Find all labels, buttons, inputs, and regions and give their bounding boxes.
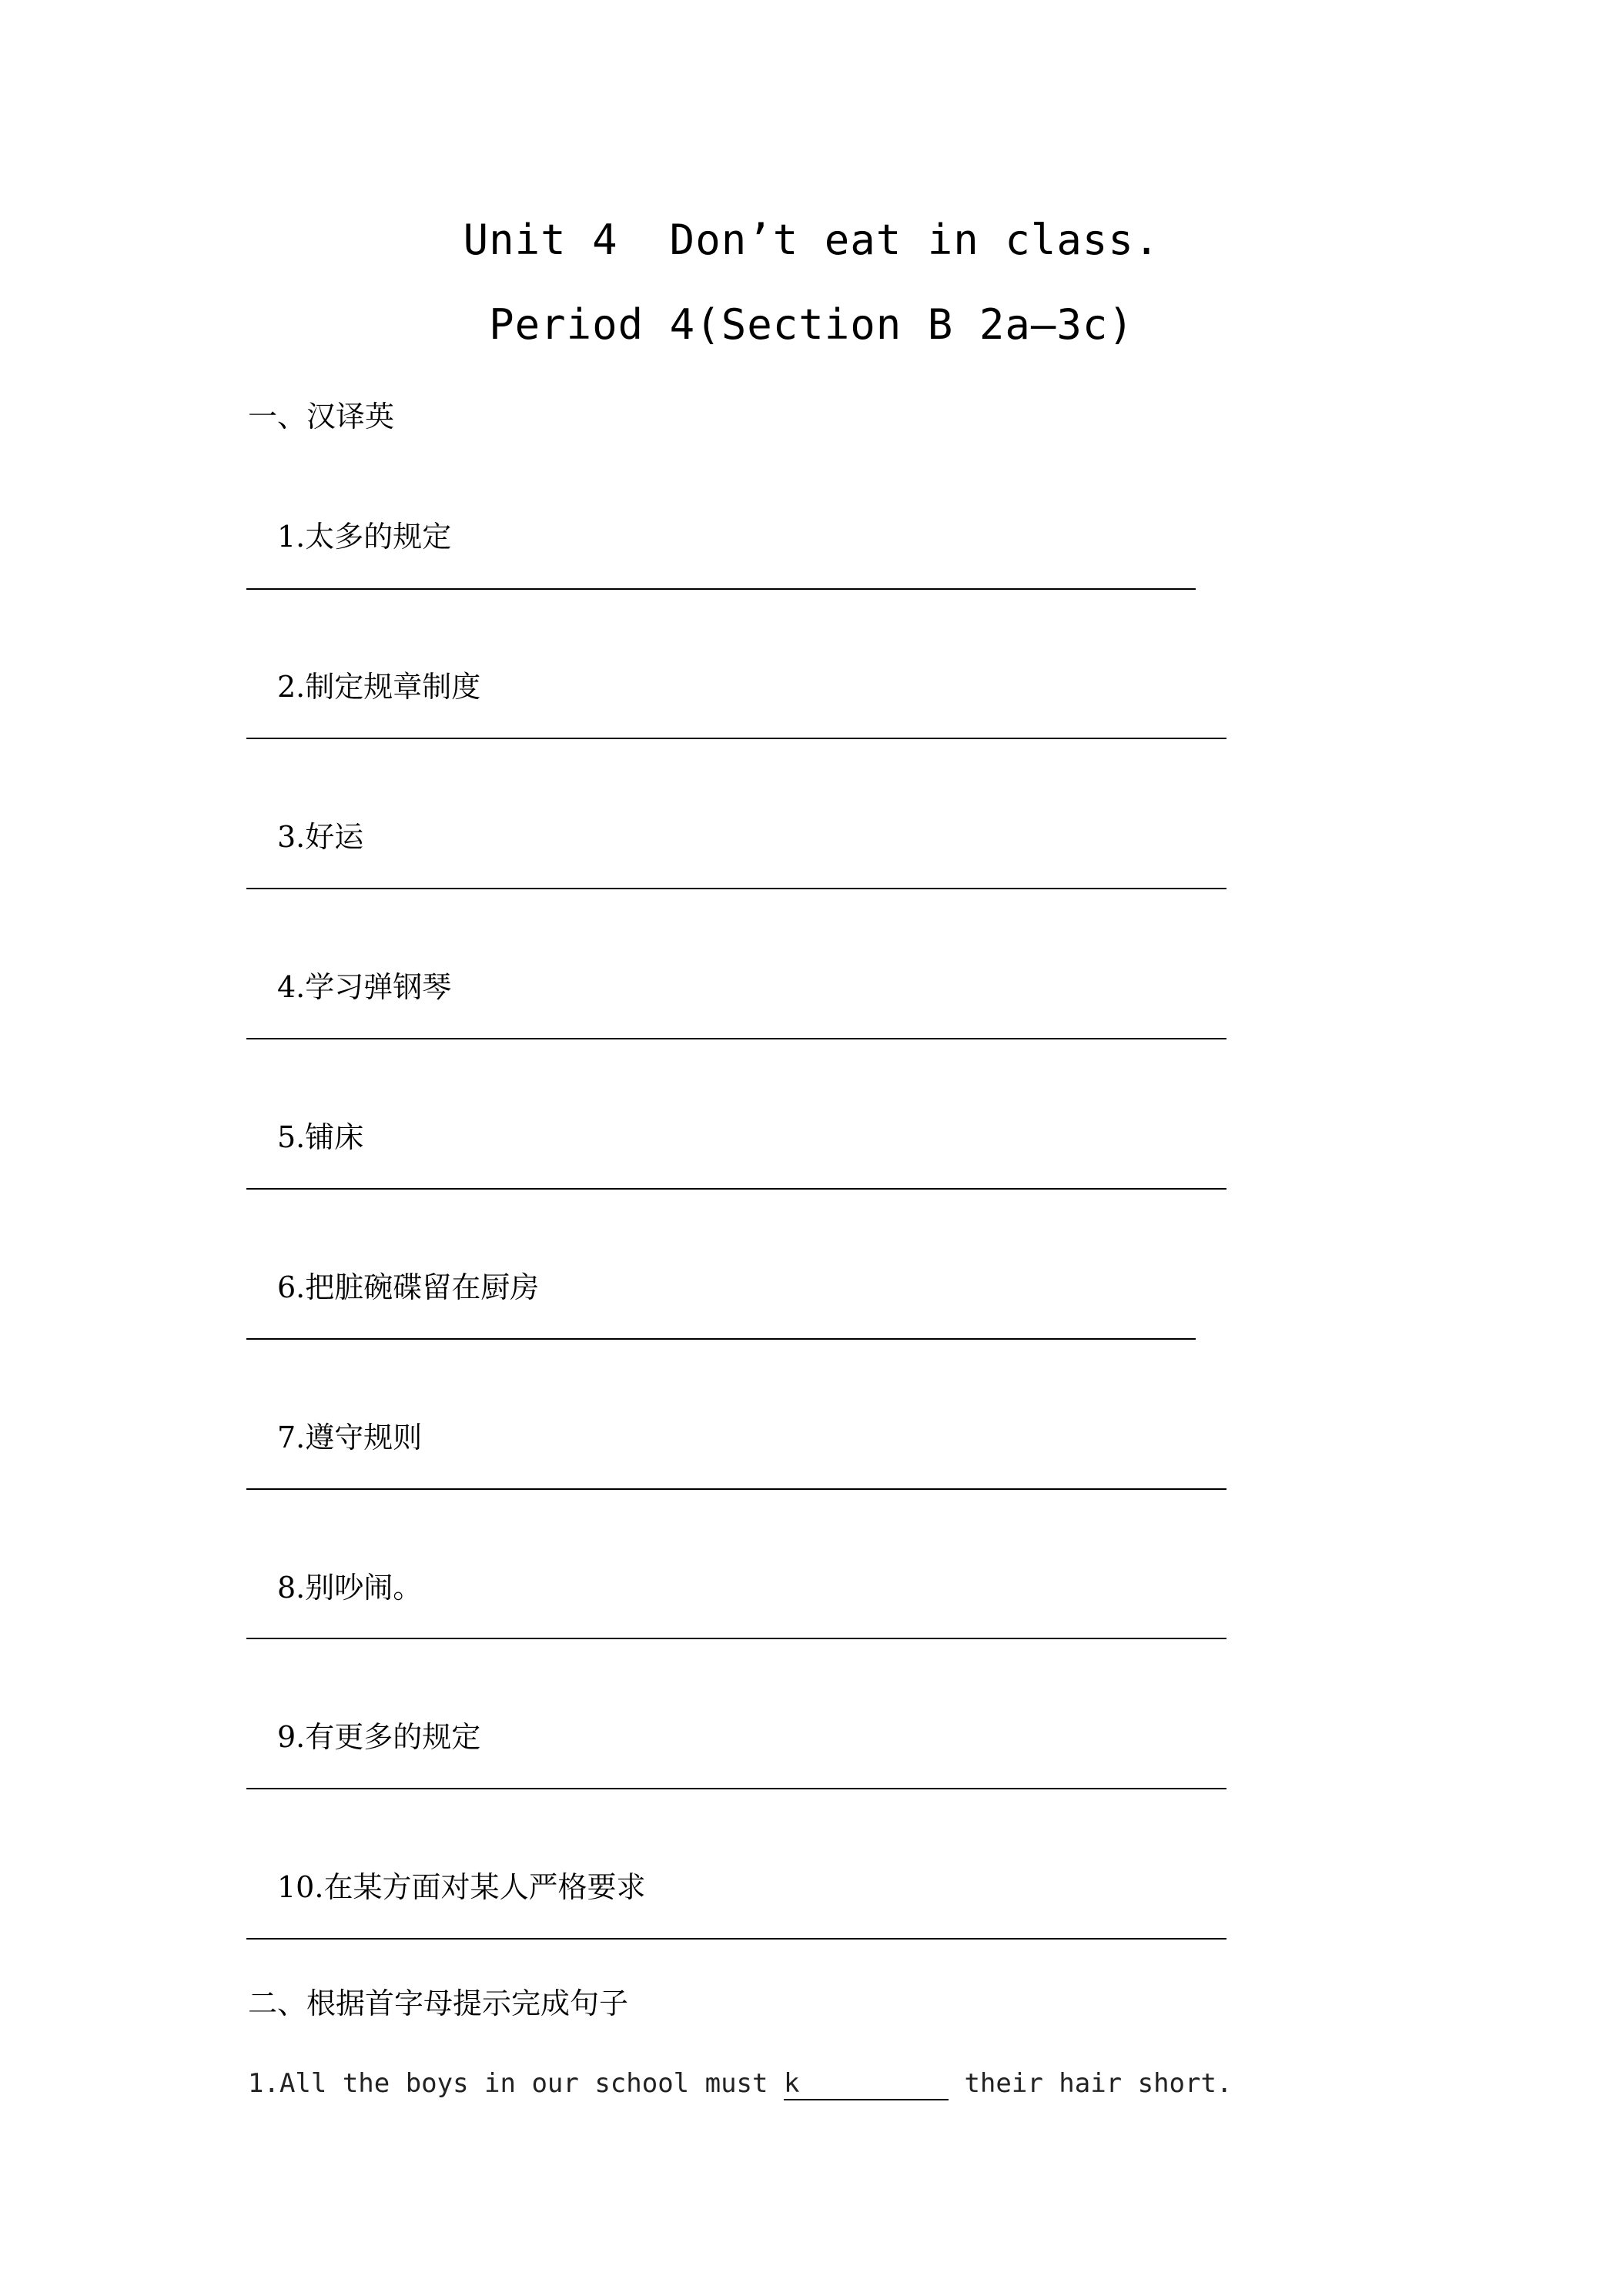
question-7 [248,1380,422,1490]
question-text: 制定规章制度 [305,670,481,704]
question-number: 3. [277,820,306,854]
question-6 [248,1230,539,1340]
question-number: 2. [277,670,306,704]
question-number: 8. [277,1571,306,1605]
question-4 [248,929,451,1039]
section-1-heading: 一、汉译英 [248,400,395,433]
answer-line-2[interactable] [246,738,1226,739]
answer-line-9[interactable] [246,1788,1226,1789]
section-2-heading: 二、根据首字母提示完成句子 [248,1986,629,2020]
question-1 [248,479,451,589]
question-9 [248,1679,480,1789]
question-10 [248,1829,645,1940]
question-number: 7. [277,1421,306,1454]
question-text: 好运 [305,820,364,854]
fill-in-blank[interactable] [784,2068,949,2100]
question-8 [248,1530,422,1640]
question-text: 别吵闹。 [305,1571,423,1605]
answer-line-5[interactable] [246,1188,1226,1190]
period-title: Period 4(Section B 2a—3c) [489,300,1134,349]
question-text: 太多的规定 [305,520,452,554]
question-2 [248,629,480,739]
answer-line-8[interactable] [246,1638,1226,1639]
question-5 [248,1079,363,1190]
question-text: 学习弹钢琴 [305,970,452,1004]
question-text: 铺床 [305,1120,364,1154]
question-text: 把脏碗碟留在厨房 [305,1270,540,1304]
question-text: 有更多的规定 [305,1720,481,1754]
sentence-before: 1.All the boys in our school must [248,2068,784,2099]
question-number: 9. [277,1720,306,1754]
answer-line-10[interactable] [246,1938,1226,1940]
question-number: 5. [277,1120,306,1154]
question-number: 4. [277,970,306,1004]
question-text: 遵守规则 [305,1421,423,1454]
answer-line-4[interactable] [246,1038,1226,1039]
initial-letter-hint: k [783,2068,800,2099]
unit-title: Unit 4 Don’t eat in class. [463,216,1160,264]
answer-line-6[interactable] [246,1338,1196,1340]
answer-line-3[interactable] [246,888,1226,889]
question-number: 6. [277,1270,306,1304]
question-text: 在某方面对某人严格要求 [323,1870,646,1904]
answer-line-1[interactable] [246,588,1196,590]
question-number: 1. [277,520,306,554]
answer-line-7[interactable] [246,1488,1226,1490]
sentence-after: their hair short. [948,2068,1233,2099]
question-3 [248,779,363,889]
fill-in-sentence-1 [248,2068,1232,2100]
question-number: 10. [277,1870,324,1904]
